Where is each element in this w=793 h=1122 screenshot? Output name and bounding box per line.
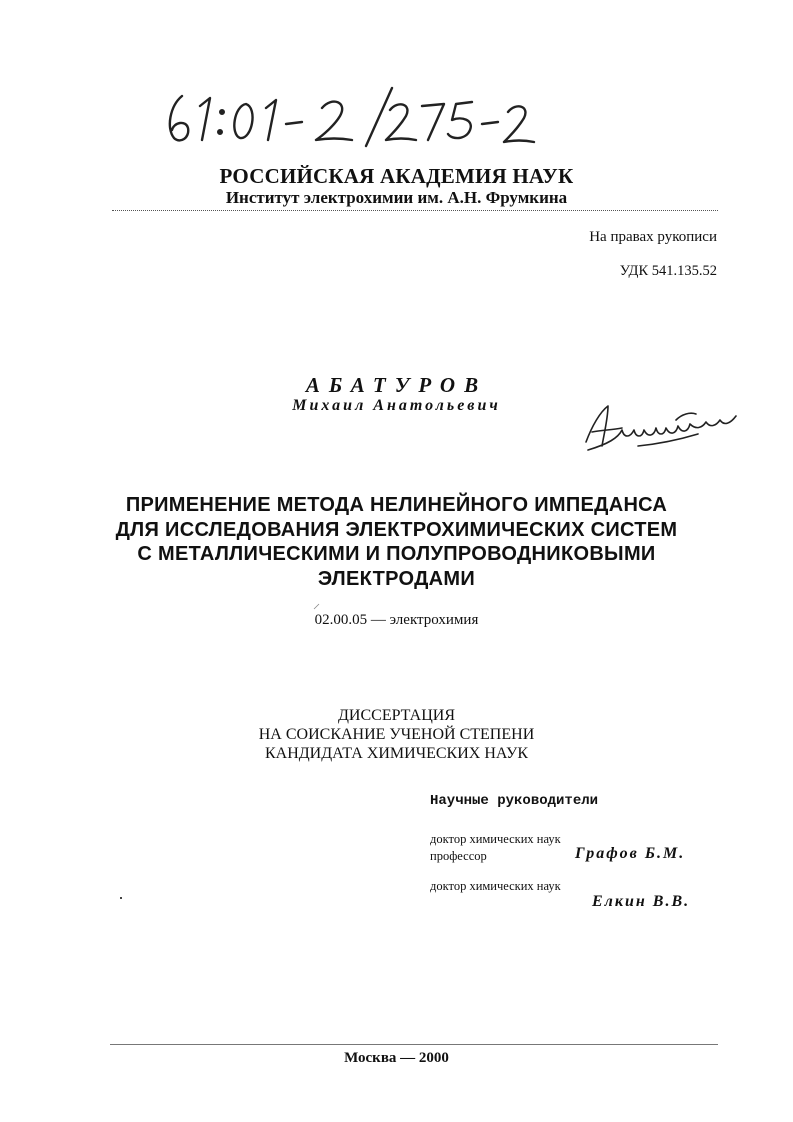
scan-speck: [120, 897, 122, 899]
advisor-2-name: Елкин В.В.: [592, 893, 691, 910]
place-and-year: Москва — 2000: [344, 1050, 449, 1066]
institute-name: Институт электрохимии им. А.Н. Фрумкина: [225, 188, 568, 207]
dissertation-title: [80, 493, 713, 591]
advisor-1-title: профессор: [430, 849, 487, 863]
specialty-code: 02.00.05 — электрохимия: [314, 612, 479, 628]
degree-line: КАНДИДАТА ХИМИЧЕСКИХ НАУК: [264, 745, 529, 762]
header-divider: [112, 210, 718, 211]
advisor-1-name: Графов Б.М.: [575, 845, 686, 862]
title-line: ПРИМЕНЕНИЕ МЕТОДА НЕЛИНЕЙНОГО ИМПЕДАНСА: [125, 494, 668, 516]
title-line: ЭЛЕКТРОДАМИ: [317, 567, 476, 590]
footer-divider: [110, 1044, 718, 1045]
degree-line: НА СОИСКАНИЕ УЧЕНОЙ СТЕПЕНИ: [258, 726, 535, 743]
author-surname: АБАТУРОВ: [305, 373, 488, 397]
rights-note: На правах рукописи: [589, 229, 717, 245]
title-line: С МЕТАЛЛИЧЕСКИМИ И ПОЛУПРОВОДНИКОВЫМИ: [137, 543, 656, 565]
advisor-1-degree: доктор химических наук: [430, 832, 561, 846]
udk-code: УДК 541.135.52: [619, 263, 717, 279]
advisors-heading: Научные руководители: [430, 793, 599, 809]
handwritten-code: [160, 82, 540, 154]
advisor-2-degree: доктор химических наук: [430, 879, 561, 893]
author-signature: [578, 398, 748, 460]
title-line: ДЛЯ ИССЛЕДОВАНИЯ ЭЛЕКТРОХИМИЧЕСКИХ СИСТЕМ: [115, 518, 678, 541]
academy-name: РОССИЙСКАЯ АКАДЕМИЯ НАУК: [219, 164, 574, 188]
degree-line: ДИССЕРТАЦИЯ: [338, 707, 455, 724]
author-given-names: Михаил Анатольевич: [292, 397, 501, 414]
scan-mark: [313, 602, 321, 610]
dissertation-degree-block: [0, 706, 793, 763]
